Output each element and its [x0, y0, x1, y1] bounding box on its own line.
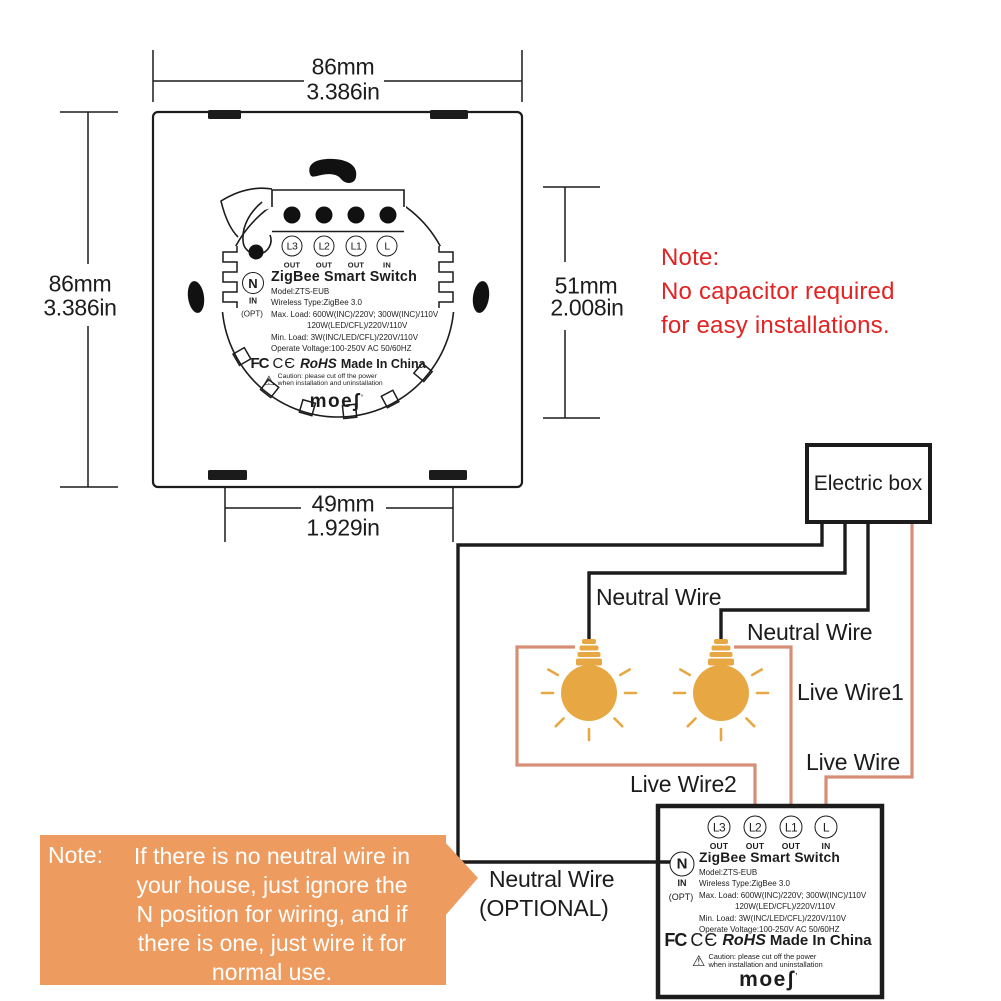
brand-logo [739, 968, 799, 992]
switch-title: ZigBee Smart Switch [699, 850, 841, 865]
terminal-letter: N [248, 275, 258, 291]
caution-line: when installation and uninstallation [277, 380, 383, 388]
live-wire1-label: Live Wire1 [797, 679, 904, 705]
orange-note-label: Note: [48, 842, 103, 868]
dim-top-mm: 86mm [311, 53, 375, 80]
dim-bottom-in: 1.929in [306, 514, 380, 541]
terminal-dir: OUT [283, 260, 301, 270]
orange-note-box [40, 835, 446, 985]
spec-line: Max. Load: 600W(INC)/220V; 300W(INC)/110V [271, 309, 439, 319]
caution-line: when installation and uninstallation [708, 960, 823, 969]
callout-arrow [444, 841, 478, 917]
terminal-letter: N [676, 855, 688, 873]
terminal-l2 [314, 236, 335, 257]
terminal-l [377, 236, 398, 257]
dim-right-mm: 51mm [554, 272, 618, 299]
terminal-letter: L3 [712, 820, 726, 834]
warning-icon: ⚠ [692, 952, 706, 970]
terminal-n [242, 272, 264, 294]
made-in-china-text: Made In China [769, 932, 872, 949]
spec-line: Model:ZTS-EUB [699, 868, 758, 877]
dim-bottom-mm: 49mm [309, 491, 378, 518]
light-bulb-2 [674, 639, 768, 740]
orange-note-line: normal use. [211, 959, 333, 985]
ce-icon: CЄ [272, 355, 297, 372]
spec-line: Model:ZTS-EUB [271, 287, 330, 296]
switch-title: ZigBee Smart Switch [271, 269, 418, 285]
orange-note-line: your house, just ignore the [136, 872, 408, 898]
terminal-dir: IN [383, 260, 391, 270]
cert-row [250, 355, 426, 372]
terminal-l1 [346, 236, 367, 257]
terminal-dir: OUT [745, 841, 765, 851]
terminal-dir: OUT [781, 841, 801, 851]
red-note-line: Note: [661, 244, 720, 271]
dim-left-in: 3.386in [43, 294, 117, 321]
orange-note-line: there is one, just wire it for [137, 930, 407, 956]
spec-line: 120W(LED/CFL)/220V/110V [307, 321, 408, 331]
caution-row [263, 373, 383, 388]
brand-logo [310, 391, 365, 413]
fcc-icon: FC [664, 930, 687, 950]
spec-line: Min. Load: 3W(INC/LED/CFL)/220V/110V [271, 332, 419, 342]
terminal-l3 [282, 236, 303, 257]
terminal-dir: OUT [315, 260, 333, 270]
rohs-mark: RoHS [722, 931, 766, 949]
light-bulb-1 [542, 639, 636, 740]
caution-line: Caution: please cut off the power [277, 373, 377, 380]
caution-text [278, 373, 383, 388]
red-note [661, 241, 895, 343]
brand-text: moeʃ [309, 391, 361, 412]
terminal-l3 [708, 816, 731, 839]
switch-specs [699, 867, 866, 935]
ce-icon: CЄ [690, 930, 719, 950]
brand-mark: ’ [795, 973, 799, 980]
neutral-wire-label-1: Neutral Wire [596, 584, 722, 610]
live-wire1-loop [734, 647, 791, 805]
brand-text: moeʃ [739, 968, 796, 991]
dim-right-in: 2.008in [550, 294, 624, 321]
terminal-n-opt: (OPT) [668, 892, 694, 902]
cert-row [664, 930, 872, 951]
orange-note-line: If there is no neutral wire in [133, 843, 411, 869]
terminal-dir: OUT [347, 260, 365, 270]
terminal-letter: L3 [286, 240, 298, 252]
spec-line: Wireless Type:ZigBee 3.0 [699, 879, 791, 889]
terminal-dir: IN [821, 841, 831, 851]
terminal-n-opt: (OPT) [241, 309, 263, 319]
dim-top-in: 3.386in [306, 78, 380, 105]
live-wire2-label: Live Wire2 [630, 771, 737, 797]
live-wire-label: Live Wire [806, 749, 901, 775]
spec-line: Max. Load: 600W(INC)/220V; 300W(INC)/110V [699, 890, 867, 900]
spec-line: 120W(LED/CFL)/220V/110V [735, 902, 836, 912]
terminal-n [670, 852, 695, 877]
dim-left-mm: 86mm [48, 270, 112, 297]
caution-line: Caution: please cut off the power [708, 952, 817, 961]
terminal-n-dir: IN [677, 878, 687, 888]
neutral-wire-label-2: Neutral Wire [747, 619, 873, 645]
neutral-optional-label-1: Neutral Wire [489, 866, 615, 892]
terminal-letter: L1 [350, 240, 362, 252]
terminal-letter: L1 [784, 820, 798, 834]
rohs-mark: RoHS [300, 356, 337, 371]
terminal-letter: L2 [748, 820, 762, 834]
caution-text [708, 953, 822, 969]
terminal-n-dir: IN [249, 296, 257, 306]
terminal-l [815, 816, 838, 839]
neutral-optional-label-2: (OPTIONAL) [479, 895, 609, 921]
switch-specs [271, 286, 438, 354]
terminal-dir: OUT [709, 841, 729, 851]
electric-box-label: Electric box [813, 472, 923, 495]
terminal-l1 [780, 816, 803, 839]
spec-line: Min. Load: 3W(INC/LED/CFL)/220V/110V [699, 913, 847, 923]
terminal-l2 [744, 816, 767, 839]
brand-mark: ’ [360, 394, 365, 402]
warning-icon: ⚠ [263, 372, 275, 388]
made-in-china-text: Made In China [340, 356, 426, 371]
spec-line: Wireless Type:ZigBee 3.0 [271, 298, 363, 308]
terminal-letter: L2 [318, 240, 330, 252]
spec-line: Operate Voltage:100-250V AC 50/60HZ [699, 925, 840, 935]
caution-row [692, 953, 823, 969]
terminal-letter: L [822, 820, 830, 834]
orange-note-lines [106, 842, 438, 987]
fcc-icon: FC [250, 355, 269, 372]
orange-note-line: N position for wiring, and if [136, 901, 408, 927]
terminal-letter: L [384, 240, 390, 252]
spec-line: Operate Voltage:100-250V AC 50/60HZ [271, 344, 412, 354]
red-note-line: No capacitor required [661, 278, 895, 305]
red-note-line: for easy installations. [661, 312, 890, 339]
